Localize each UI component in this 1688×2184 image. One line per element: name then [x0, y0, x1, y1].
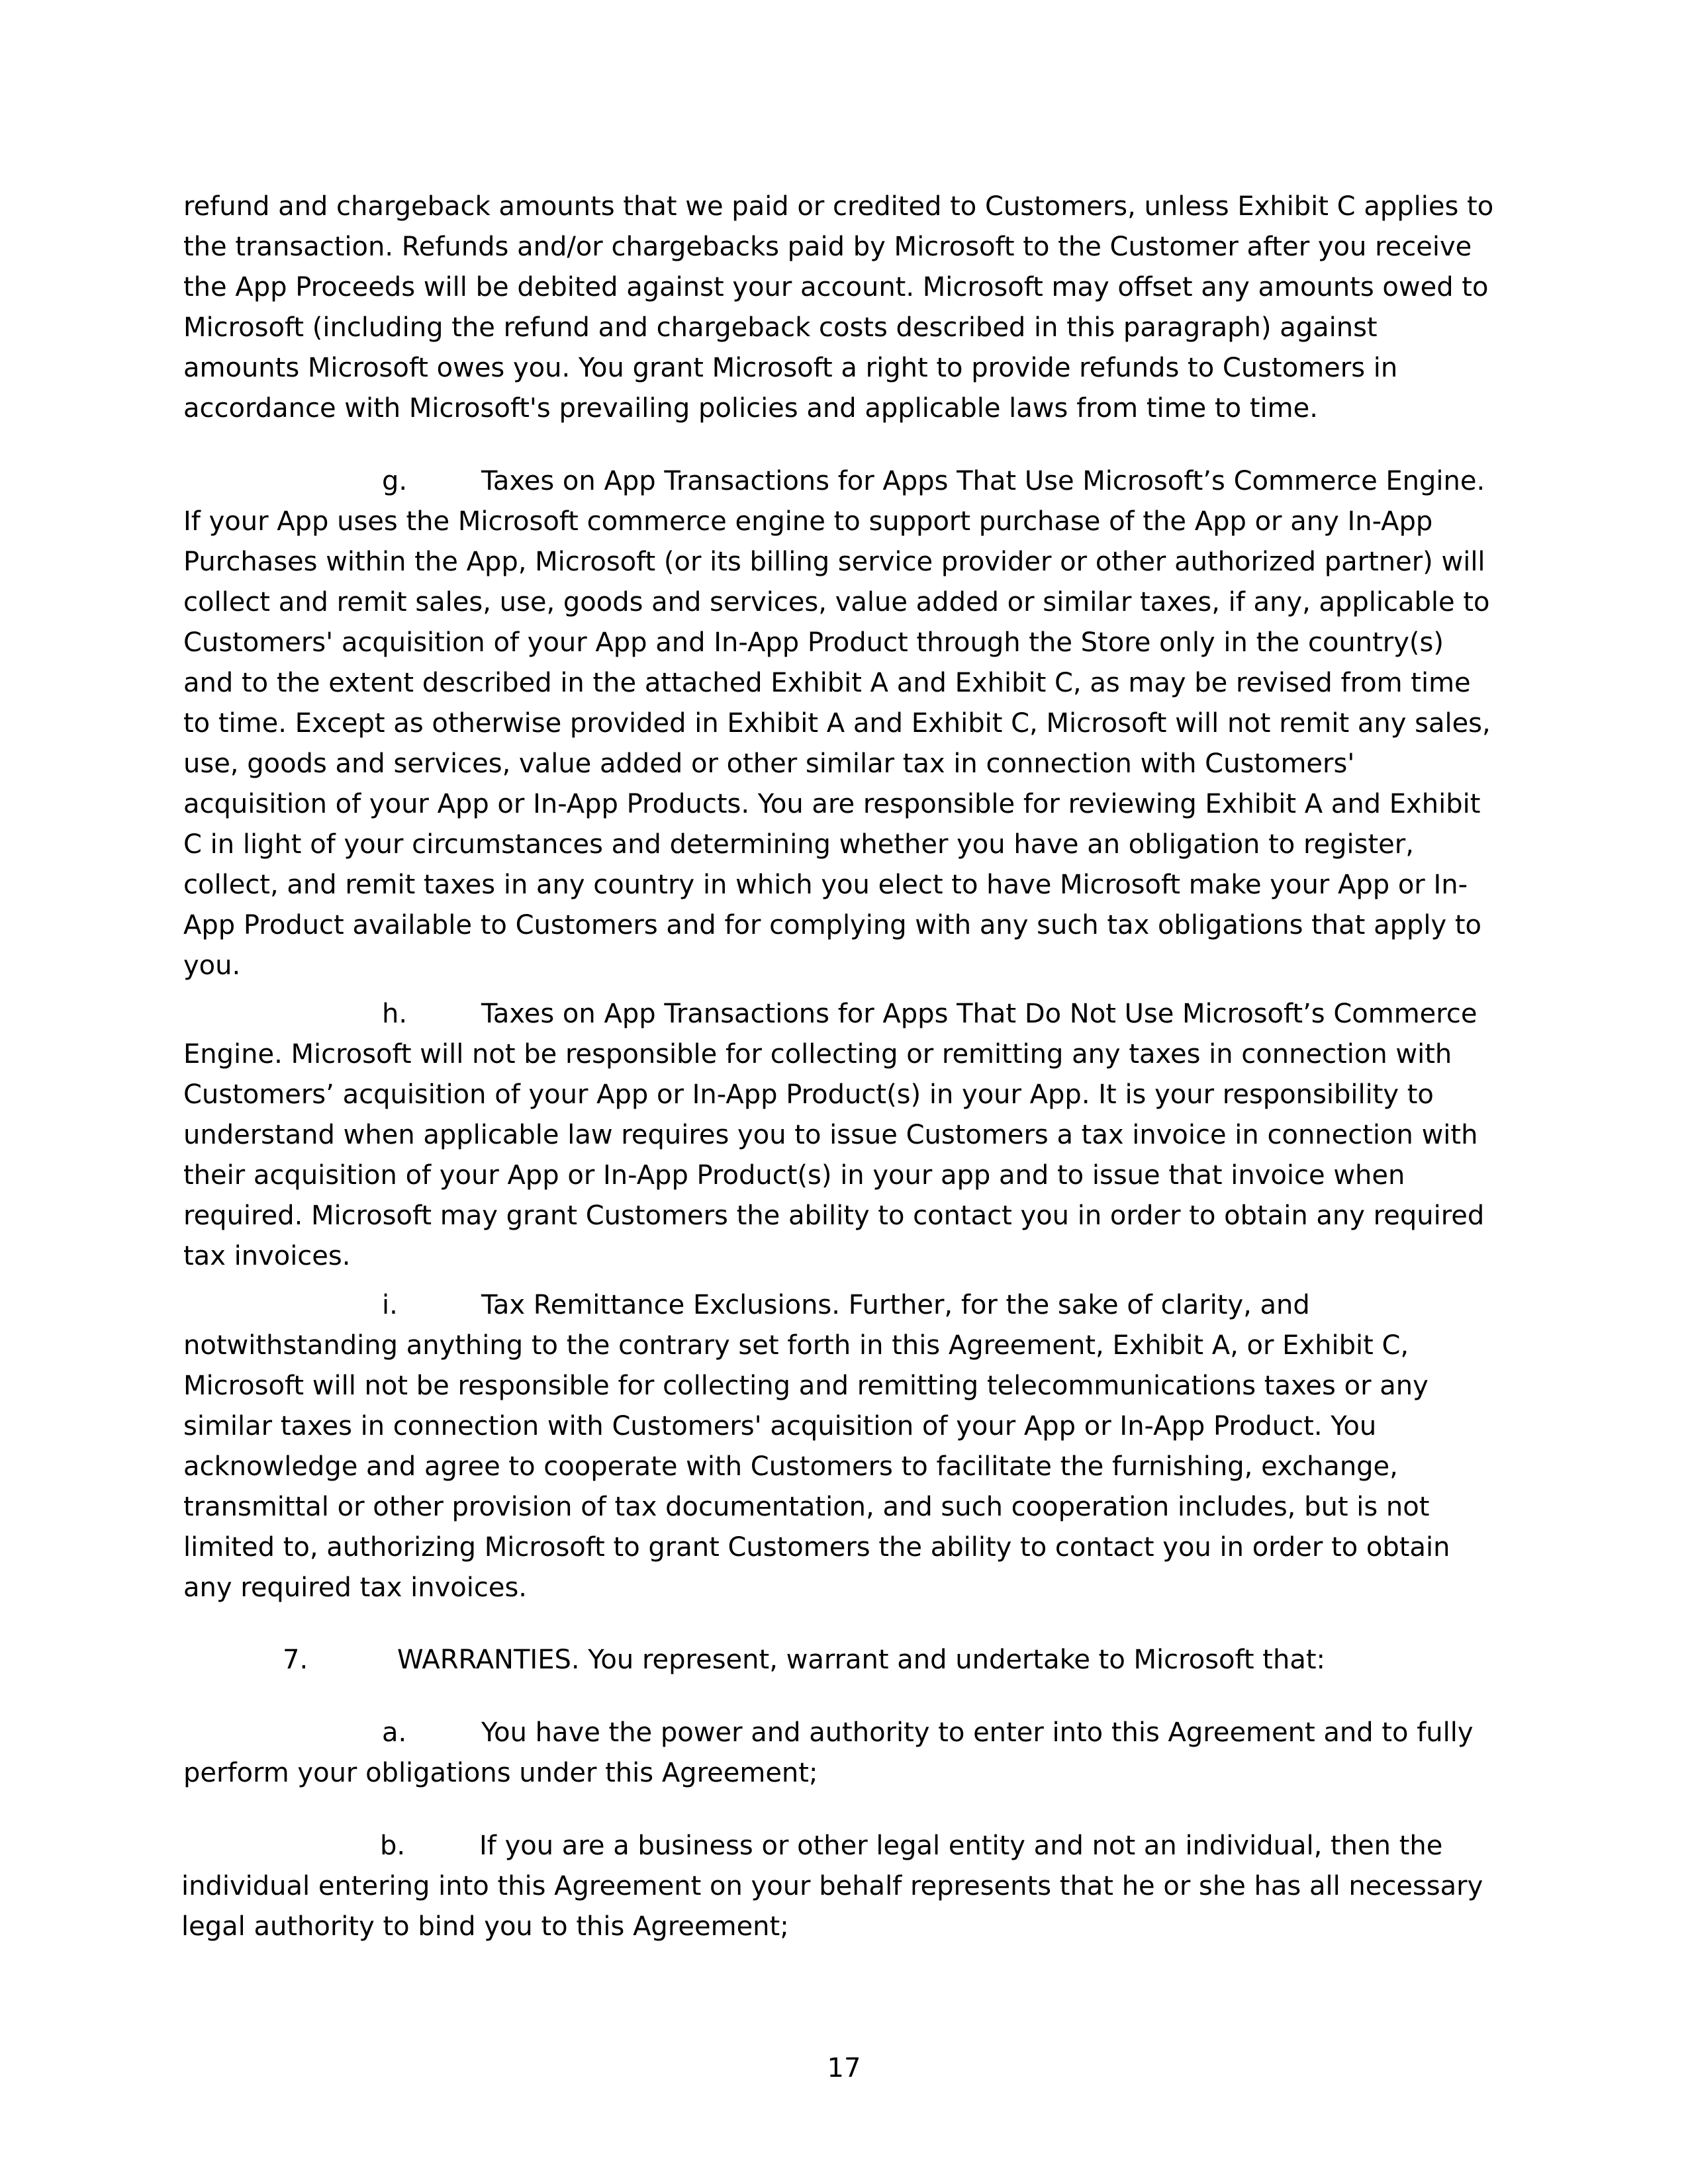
- page-number: 17: [827, 2053, 861, 2083]
- paragraph-b-marker: b.: [380, 1831, 406, 1861]
- paragraph-g-text: Taxes on App Transactions for Apps That Use Microsoft’s Commerce Engine. If your App uses the Microsoft commerce engine to support purchase of the App or any In-App Purchases within the App, Microsoft (or its billing service provider or other authorized partner) will collect and remit sales, use, goods and services, value added or similar taxes, if any, applicable to Customers' acquisition of your App and In-App Product through the Store only in the country(s) and to the extent described in the attached Exhibit A and Exhibit C, as may be revised from time to time. Except as otherwise provided in Exhibit A and Exhibit C, Microsoft will not remit any sales, use, goods and services, value added or other similar tax in connection with Customers' acquisition of your App or In-App Products. You are responsible for reviewing Exhibit A and Exhibit C in light of your circumstances and determining whether you have an obligation to register, collect, and remit taxes in any country in which you elect to have Microsoft make your App or In-App Product available to Customers and for complying with any such tax obligations that apply to you.: [183, 466, 1491, 981]
- paragraph-i: [183, 1285, 1501, 1608]
- paragraph-h-marker: h.: [382, 999, 408, 1029]
- paragraph-i-marker: i.: [382, 1290, 398, 1320]
- paragraph-h: [183, 994, 1501, 1277]
- paragraph-b: [181, 1826, 1501, 1947]
- document-body: [183, 187, 1501, 1947]
- paragraph-a: [183, 1713, 1501, 1794]
- paragraph-a-text: You have the power and authority to enter into this Agreement and to fully perform your obligations under this Agreement;: [183, 1717, 1474, 1788]
- paragraph-i-text: Tax Remittance Exclusions. Further, for the sake of clarity, and notwithstanding anything to the contrary set forth in this Agreement, Exhibit A, or Exhibit C, Microsoft will not be responsible for collecting and remitting telecommunications taxes or any similar taxes in connection with Customers' acquisition of your App or In-App Product. You acknowledge and agree to cooperate with Customers to facilitate the furnishing, exchange, transmittal or other provision of tax documentation, and such cooperation includes, but is not limited to, authorizing Microsoft to grant Customers the ability to contact you in order to obtain any required tax invoices.: [183, 1290, 1450, 1603]
- paragraph-a-marker: a.: [382, 1717, 407, 1748]
- paragraph-g-marker: g.: [382, 466, 408, 496]
- section-7-text: WARRANTIES. You represent, warrant and undertake to Microsoft that:: [397, 1645, 1325, 1675]
- paragraph-f-continuation: [183, 187, 1501, 429]
- paragraph-b-text: If you are a business or other legal entity and not an individual, then the individual entering into this Agreement on your behalf represents that he or she has all necessary legal authority to bind you to this Agreement;: [181, 1831, 1483, 1942]
- paragraph-f-text: refund and chargeback amounts that we paid or credited to Customers, unless Exhibit C applies to the transaction. Refunds and/or chargebacks paid by Microsoft to the Customer after you receive the App Proceeds will be debited against your account. Microsoft may offset any amounts owed to Microsoft (including the refund and chargeback costs described in this paragraph) against amounts Microsoft owes you. You grant Microsoft a right to provide refunds to Customers in accordance with Microsoft's prevailing policies and applicable laws from time to time.: [183, 191, 1494, 424]
- section-7-marker: 7.: [283, 1645, 308, 1675]
- paragraph-h-text: Taxes on App Transactions for Apps That Do Not Use Microsoft’s Commerce Engine. Microsoft will not be responsible for collecting or remitting any taxes in connection with Customers’ acquisition of your App or In-App Product(s) in your App. It is your responsibility to understand when applicable law requires you to issue Customers a tax invoice in connection with their acquisition of your App or In-App Product(s) in your app and to issue that invoice when required. Microsoft may grant Customers the ability to contact you in order to obtain any required tax invoices.: [183, 999, 1485, 1271]
- paragraph-g: [183, 461, 1501, 986]
- section-7-warranties: [183, 1640, 1501, 1680]
